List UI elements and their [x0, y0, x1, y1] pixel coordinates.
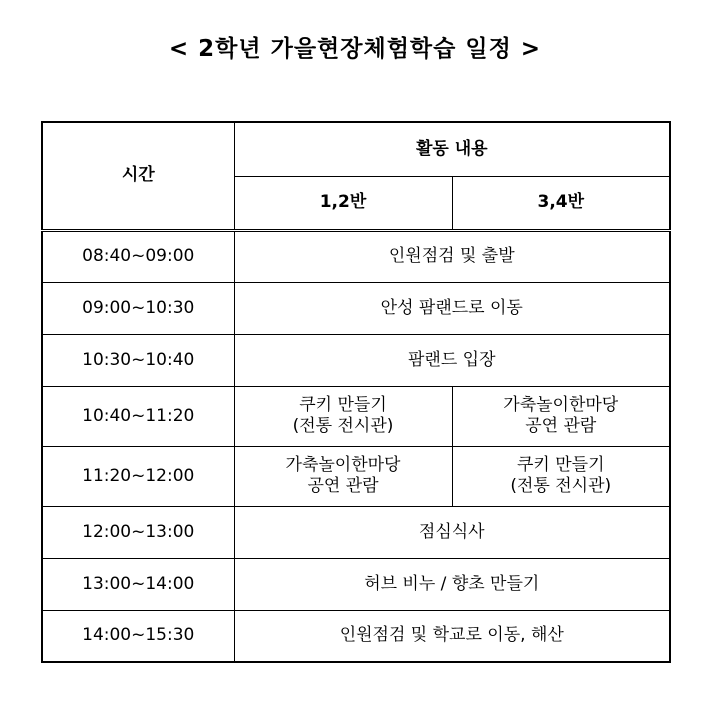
activity-cell-group-a [234, 386, 452, 446]
activity-line: (전통 전시관) [292, 416, 394, 436]
time-cell: 11:20~12:00 [42, 446, 234, 506]
table-row [42, 506, 670, 558]
page-title: < 2학년 가을현장체험학습 일정 > [168, 36, 542, 62]
activity-line: 가축놀이한마당 [285, 455, 401, 475]
header-group-b: 3,4반 [452, 176, 670, 230]
table-row [42, 230, 670, 282]
activity-cell: 허브 비누 / 향초 만들기 [234, 558, 670, 610]
activity-line: 공연 관람 [307, 476, 379, 496]
schedule-table [41, 121, 671, 663]
table-row [42, 610, 670, 662]
activity-line: 쿠키 만들기 [517, 455, 605, 475]
header-group-a: 1,2반 [234, 176, 452, 230]
activity-cell-group-b [452, 386, 670, 446]
time-cell: 13:00~14:00 [42, 558, 234, 610]
time-cell: 12:00~13:00 [42, 506, 234, 558]
header-activity: 활동 내용 [234, 122, 670, 176]
table-header-row [42, 122, 670, 176]
activity-cell-group-a [234, 446, 452, 506]
table-row [42, 282, 670, 334]
activity-text: 안성 팜랜드로 이동 [380, 297, 523, 318]
table-row [42, 334, 670, 386]
activity-line: 공연 관람 [525, 416, 597, 436]
table-row [42, 386, 670, 446]
activity-cell-group-b [452, 446, 670, 506]
activity-cell: 점심식사 [234, 506, 670, 558]
time-cell: 10:40~11:20 [42, 386, 234, 446]
activity-cell [234, 282, 670, 334]
time-cell: 14:00~15:30 [42, 610, 234, 662]
table-row [42, 446, 670, 506]
time-cell: 10:30~10:40 [42, 334, 234, 386]
time-cell: 09:00~10:30 [42, 282, 234, 334]
table-row [42, 558, 670, 610]
activity-cell: 인원점검 및 출발 [234, 230, 670, 282]
activity-line: 가축놀이한마당 [503, 395, 619, 415]
time-cell: 08:40~09:00 [42, 230, 234, 282]
activity-line: 쿠키 만들기 [299, 395, 387, 415]
activity-cell: 인원점검 및 학교로 이동, 해산 [234, 610, 670, 662]
header-time: 시간 [42, 122, 234, 230]
activity-cell: 팜랜드 입장 [234, 334, 670, 386]
activity-line: (전통 전시관) [510, 476, 612, 496]
